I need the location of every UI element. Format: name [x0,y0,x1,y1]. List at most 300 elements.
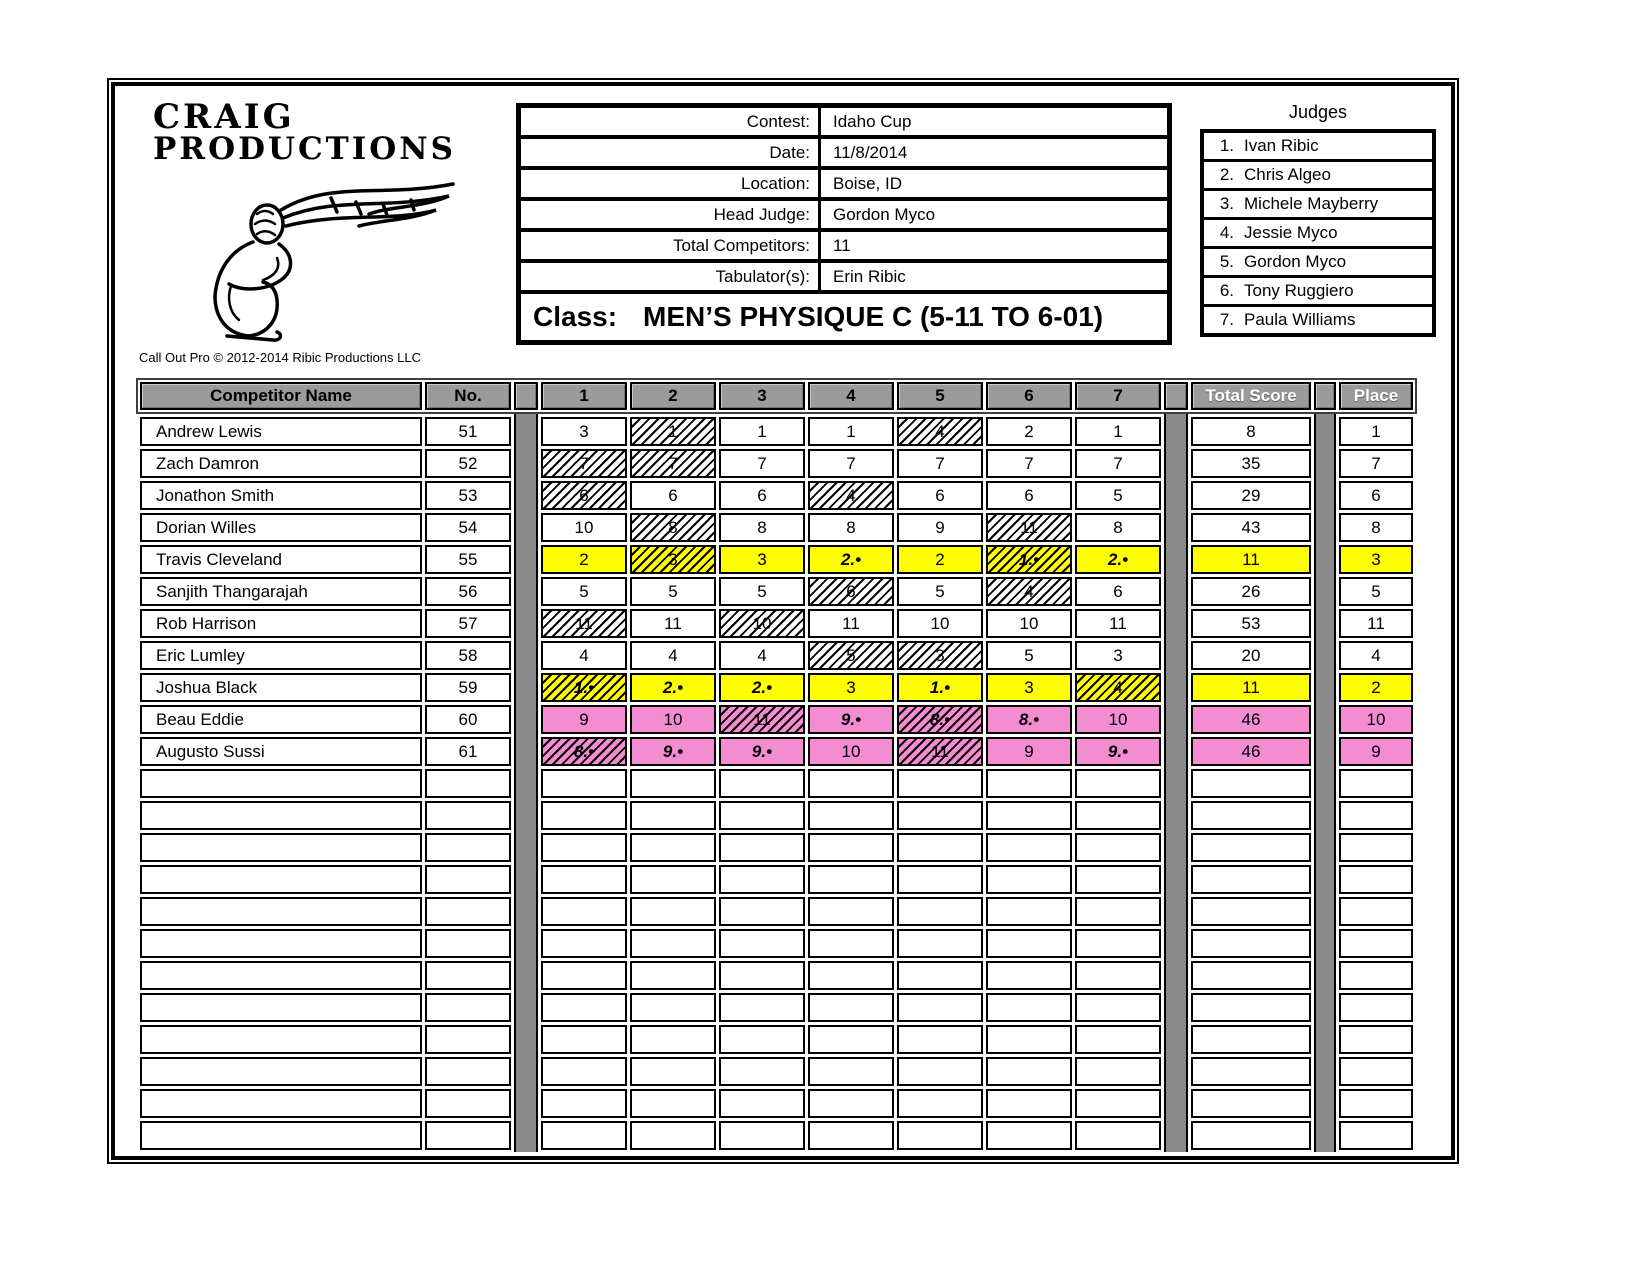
score-cell-judge-4: 10 [808,737,894,766]
place-cell: 3 [1339,545,1413,574]
header-spacer [1314,382,1336,410]
judge-name: Chris Algeo [1244,165,1331,184]
judge-number: 2. [1219,165,1234,184]
score-cell-judge-4: 2.• [808,545,894,574]
score-cell-judge-4 [808,833,894,862]
score-cell-judge-1: 3 [541,417,627,446]
score-cell-judge-3 [719,865,805,894]
total-score-cell [1191,897,1311,926]
empty-row [140,961,1413,990]
score-cell-judge-3: 1 [719,417,805,446]
score-cell-judge-6: 10 [986,609,1072,638]
competitor-number-cell: 52 [425,449,511,478]
score-cell-judge-4 [808,1025,894,1054]
score-cell-judge-6: 4 [986,577,1072,606]
place-cell: 11 [1339,609,1413,638]
score-cell-judge-2: 6 [630,481,716,510]
competitor-name-cell: Rob Harrison [140,609,422,638]
spacer-cell [1314,769,1336,798]
score-cell-judge-2 [630,865,716,894]
judge-row [1204,133,1432,162]
head-judge-value: Gordon Myco [833,205,936,224]
score-cell-judge-6 [986,1089,1072,1118]
competitor-name-cell [140,801,422,830]
spacer-cell [1314,641,1336,670]
score-cell-judge-3: 9.• [719,737,805,766]
spacer-cell [1164,961,1188,990]
total-score-cell [1191,993,1311,1022]
competitor-name-cell [140,833,422,862]
score-cell-judge-7 [1075,1089,1161,1118]
score-cell-judge-6: 3 [986,673,1072,702]
location-label: Location: [521,170,821,197]
score-cell-judge-7: 8 [1075,513,1161,542]
score-cell-judge-6: 1.• [986,545,1072,574]
class-title-row [521,294,1167,340]
total-score-cell: 11 [1191,545,1311,574]
spacer-cell [514,1057,538,1086]
score-cell-judge-4 [808,1089,894,1118]
competitor-row [140,545,1413,574]
company-logo-text [153,97,456,167]
competitor-name-cell: Sanjith Thangarajah [140,577,422,606]
spacer-cell [1314,545,1336,574]
judges-panel [1200,102,1436,337]
competitor-number-cell [425,833,511,862]
spacer-cell [1314,929,1336,958]
total-score-cell: 53 [1191,609,1311,638]
empty-row [140,833,1413,862]
spacer-cell [514,1025,538,1054]
score-cell-judge-1 [541,769,627,798]
score-cell-judge-1 [541,1089,627,1118]
header-no: No. [425,382,511,410]
spacer-cell [1314,449,1336,478]
header-judge-4: 4 [808,382,894,410]
judges-list [1200,129,1436,337]
score-cell-judge-4: 8 [808,513,894,542]
empty-row [140,1025,1413,1054]
spacer-cell [1314,577,1336,606]
score-cell-judge-1 [541,1121,627,1150]
score-cell-judge-7 [1075,993,1161,1022]
score-cell-judge-6 [986,769,1072,798]
place-cell [1339,1057,1413,1086]
score-cell-judge-5 [897,1089,983,1118]
total-score-cell [1191,1025,1311,1054]
judge-row [1204,191,1432,220]
judge-number: 3. [1219,194,1234,213]
score-cell-judge-3 [719,769,805,798]
score-cell-judge-3 [719,1121,805,1150]
score-cell-judge-4 [808,961,894,990]
spacer-cell [514,1089,538,1118]
score-cell-judge-3: 3 [719,545,805,574]
spacer-cell [1164,673,1188,702]
score-cell-judge-5: 9 [897,513,983,542]
spacer-cell [1314,1089,1336,1118]
judge-row [1204,249,1432,278]
page-frame [107,78,1459,1164]
competitor-number-cell: 57 [425,609,511,638]
spacer-cell [1164,833,1188,862]
score-cell-judge-3 [719,1057,805,1086]
score-cell-judge-1: 5 [541,577,627,606]
competitor-name-cell: Travis Cleveland [140,545,422,574]
total-score-cell: 8 [1191,417,1311,446]
header-judge-3: 3 [719,382,805,410]
score-cell-judge-7: 9.• [1075,737,1161,766]
spacer-cell [1164,801,1188,830]
spacer-cell [1314,673,1336,702]
score-cell-judge-2: 2.• [630,673,716,702]
empty-row [140,769,1413,798]
score-cell-judge-2 [630,897,716,926]
place-cell [1339,897,1413,926]
competitor-number-cell: 53 [425,481,511,510]
score-cell-judge-5 [897,993,983,1022]
total-score-cell: 35 [1191,449,1311,478]
judge-number: 7. [1219,310,1234,329]
competitor-number-cell: 59 [425,673,511,702]
score-cell-judge-1: 4 [541,641,627,670]
competitor-row [140,609,1413,638]
score-cell-judge-1 [541,897,627,926]
score-cell-judge-1: 1.• [541,673,627,702]
score-cell-judge-4: 4 [808,481,894,510]
score-cell-judge-7 [1075,801,1161,830]
score-cell-judge-2 [630,801,716,830]
spacer-cell [1164,897,1188,926]
score-cell-judge-2: 1 [630,417,716,446]
score-cell-judge-2: 10 [630,705,716,734]
score-cell-judge-5 [897,801,983,830]
score-cell-judge-2 [630,1025,716,1054]
total-score-cell [1191,929,1311,958]
header-total-score: Total Score [1191,382,1311,410]
total-score-cell [1191,833,1311,862]
score-cell-judge-7: 6 [1075,577,1161,606]
spacer-cell [1164,545,1188,574]
spacer-cell [1164,577,1188,606]
score-cell-judge-5: 1.• [897,673,983,702]
spacer-cell [514,737,538,766]
competitor-name-cell [140,993,422,1022]
spacer-cell [514,673,538,702]
score-cell-judge-3 [719,1089,805,1118]
date-label: Date: [521,139,821,166]
judge-name: Jessie Myco [1244,223,1338,242]
score-cell-judge-2: 11 [630,609,716,638]
logo-word-productions: PRODUCTIONS [153,131,456,167]
score-cell-judge-3: 4 [719,641,805,670]
spacer-cell [1314,417,1336,446]
score-cell-judge-1 [541,929,627,958]
score-cell-judge-4: 3 [808,673,894,702]
score-cell-judge-1 [541,1025,627,1054]
spacer-cell [1314,1057,1336,1086]
spacer-cell [1314,609,1336,638]
judge-name: Paula Williams [1244,310,1356,329]
class-value: MEN’S PHYSIQUE C (5-11 TO 6-01) [643,301,1104,332]
score-cell-judge-6 [986,1057,1072,1086]
score-cell-judge-5 [897,1025,983,1054]
info-row-total-competitors [521,232,1167,263]
tabulator-label: Tabulator(s): [521,263,821,290]
score-cell-judge-2 [630,1121,716,1150]
score-cell-judge-5: 4 [897,417,983,446]
score-cell-judge-6: 6 [986,481,1072,510]
competitor-number-cell [425,993,511,1022]
score-cell-judge-6 [986,993,1072,1022]
score-cell-judge-1 [541,801,627,830]
score-cell-judge-5: 2 [897,545,983,574]
spacer-cell [514,545,538,574]
score-cell-judge-3: 7 [719,449,805,478]
score-cell-judge-6 [986,865,1072,894]
spacer-cell [514,449,538,478]
score-cell-judge-1: 7 [541,449,627,478]
judge-name: Tony Ruggiero [1244,281,1354,300]
score-cell-judge-4: 6 [808,577,894,606]
judge-number: 6. [1219,281,1234,300]
place-cell [1339,961,1413,990]
score-cell-judge-4 [808,801,894,830]
spacer-cell [1164,865,1188,894]
score-cell-judge-2 [630,833,716,862]
header-judge-7: 7 [1075,382,1161,410]
score-cell-judge-5 [897,769,983,798]
score-cell-judge-7: 11 [1075,609,1161,638]
empty-row [140,801,1413,830]
score-cell-judge-5: 7 [897,449,983,478]
score-cell-judge-3: 6 [719,481,805,510]
competitor-name-cell [140,1121,422,1150]
total-score-cell: 11 [1191,673,1311,702]
spacer-cell [1164,417,1188,446]
place-cell: 7 [1339,449,1413,478]
score-cell-judge-1 [541,961,627,990]
empty-row [140,1121,1413,1150]
competitor-number-cell: 58 [425,641,511,670]
spacer-cell [514,769,538,798]
total-score-cell [1191,769,1311,798]
score-cell-judge-6 [986,801,1072,830]
total-score-cell [1191,1057,1311,1086]
score-cell-judge-6: 11 [986,513,1072,542]
score-cell-judge-6 [986,1121,1072,1150]
score-cell-judge-5: 6 [897,481,983,510]
header-place: Place [1339,382,1413,410]
place-cell [1339,993,1413,1022]
header-judge-5: 5 [897,382,983,410]
score-cell-judge-4 [808,929,894,958]
score-cell-judge-4: 7 [808,449,894,478]
place-cell: 4 [1339,641,1413,670]
competitor-name-cell [140,1057,422,1086]
score-cell-judge-3: 8 [719,513,805,542]
place-cell [1339,833,1413,862]
judge-number: 4. [1219,223,1234,242]
competitor-number-cell [425,929,511,958]
score-cell-judge-5 [897,961,983,990]
score-cell-judge-1: 11 [541,609,627,638]
empty-row [140,929,1413,958]
score-cell-judge-4 [808,993,894,1022]
competitor-number-cell [425,801,511,830]
judge-row [1204,220,1432,249]
score-cell-judge-2 [630,769,716,798]
total-score-cell: 20 [1191,641,1311,670]
spacer-cell [514,993,538,1022]
table-header-row [140,382,1413,410]
spacer-cell [1314,897,1336,926]
score-cell-judge-7: 1 [1075,417,1161,446]
score-cell-judge-3: 5 [719,577,805,606]
score-cell-judge-6 [986,961,1072,990]
place-cell: 1 [1339,417,1413,446]
spacer-cell [514,801,538,830]
score-cell-judge-6: 9 [986,737,1072,766]
place-cell [1339,769,1413,798]
judge-number: 1. [1219,136,1234,155]
score-cell-judge-7 [1075,833,1161,862]
place-cell [1339,1025,1413,1054]
score-cell-judge-7: 4 [1075,673,1161,702]
date-value: 11/8/2014 [833,143,908,162]
competitor-number-cell [425,1121,511,1150]
score-cell-judge-4 [808,1121,894,1150]
spacer-cell [514,513,538,542]
empty-row [140,1089,1413,1118]
score-cell-judge-1 [541,865,627,894]
spacer-cell [514,929,538,958]
competitor-row [140,641,1413,670]
competitor-number-cell [425,865,511,894]
header-spacer [1164,382,1188,410]
total-score-cell: 26 [1191,577,1311,606]
empty-row [140,897,1413,926]
score-cell-judge-4 [808,897,894,926]
competitor-row [140,481,1413,510]
competitor-number-cell [425,961,511,990]
score-cell-judge-6 [986,1025,1072,1054]
place-cell [1339,1121,1413,1150]
total-score-cell: 43 [1191,513,1311,542]
location-value: Boise, ID [833,174,902,193]
total-score-cell: 46 [1191,705,1311,734]
total-score-cell [1191,1089,1311,1118]
place-cell: 10 [1339,705,1413,734]
contest-value: Idaho Cup [833,112,912,131]
spacer-cell [1164,1089,1188,1118]
judges-title: Judges [1288,102,1348,122]
place-cell [1339,929,1413,958]
competitor-name-cell: Jonathon Smith [140,481,422,510]
spacer-cell [1164,737,1188,766]
spacer-cell [1164,641,1188,670]
spacer-cell [1314,705,1336,734]
score-cell-judge-2 [630,929,716,958]
scoring-table [140,378,1413,1150]
empty-row [140,993,1413,1022]
competitor-name-cell: Augusto Sussi [140,737,422,766]
score-cell-judge-5: 11 [897,737,983,766]
score-cell-judge-3 [719,929,805,958]
score-cell-judge-6: 2 [986,417,1072,446]
score-cell-judge-7 [1075,1121,1161,1150]
spacer-cell [514,705,538,734]
spacer-cell [1164,481,1188,510]
spacer-cell [1164,449,1188,478]
score-cell-judge-7 [1075,929,1161,958]
spacer-cell [1164,929,1188,958]
competitor-number-cell [425,1057,511,1086]
score-cell-judge-3: 11 [719,705,805,734]
score-cell-judge-1 [541,993,627,1022]
score-cell-judge-6: 5 [986,641,1072,670]
spacer-cell [514,577,538,606]
score-cell-judge-5: 10 [897,609,983,638]
score-cell-judge-6: 7 [986,449,1072,478]
class-label: Class: [533,301,618,332]
score-cell-judge-5 [897,833,983,862]
competitor-row [140,705,1413,734]
score-cell-judge-7 [1075,897,1161,926]
spacer-cell [1164,1025,1188,1054]
score-cell-judge-5: 8.• [897,705,983,734]
competitor-name-cell: Eric Lumley [140,641,422,670]
competitor-row [140,513,1413,542]
score-cell-judge-6 [986,897,1072,926]
competitor-number-cell [425,1089,511,1118]
score-cell-judge-5: 5 [897,577,983,606]
spacer-cell [514,481,538,510]
score-cell-judge-3 [719,1025,805,1054]
contest-label: Contest: [521,108,821,135]
judge-number: 5. [1219,252,1234,271]
contest-info-panel [516,103,1172,345]
head-judge-label: Head Judge: [521,201,821,228]
page-frame-inner [111,82,1455,1160]
competitor-number-cell: 54 [425,513,511,542]
score-cell-judge-1: 8.• [541,737,627,766]
score-cell-judge-6 [986,929,1072,958]
header-competitor-name: Competitor Name [140,382,422,410]
score-cell-judge-5 [897,865,983,894]
score-cell-judge-7 [1075,1025,1161,1054]
kneeling-bodybuilder-logo-figure [131,158,461,348]
score-cell-judge-1 [541,833,627,862]
total-competitors-label: Total Competitors: [521,232,821,259]
header-judge-2: 2 [630,382,716,410]
judge-name: Michele Mayberry [1244,194,1379,213]
competitor-number-cell: 60 [425,705,511,734]
empty-row [140,865,1413,894]
score-cell-judge-4 [808,1057,894,1086]
score-cell-judge-5 [897,1057,983,1086]
score-cell-judge-7 [1075,1057,1161,1086]
score-cell-judge-7: 2.• [1075,545,1161,574]
score-cell-judge-4: 5 [808,641,894,670]
competitor-row [140,449,1413,478]
competitor-name-cell: Dorian Willes [140,513,422,542]
header-judge-1: 1 [541,382,627,410]
score-cell-judge-7 [1075,865,1161,894]
spacer-cell [1314,865,1336,894]
spacer-cell [1164,769,1188,798]
score-cell-judge-6 [986,833,1072,862]
